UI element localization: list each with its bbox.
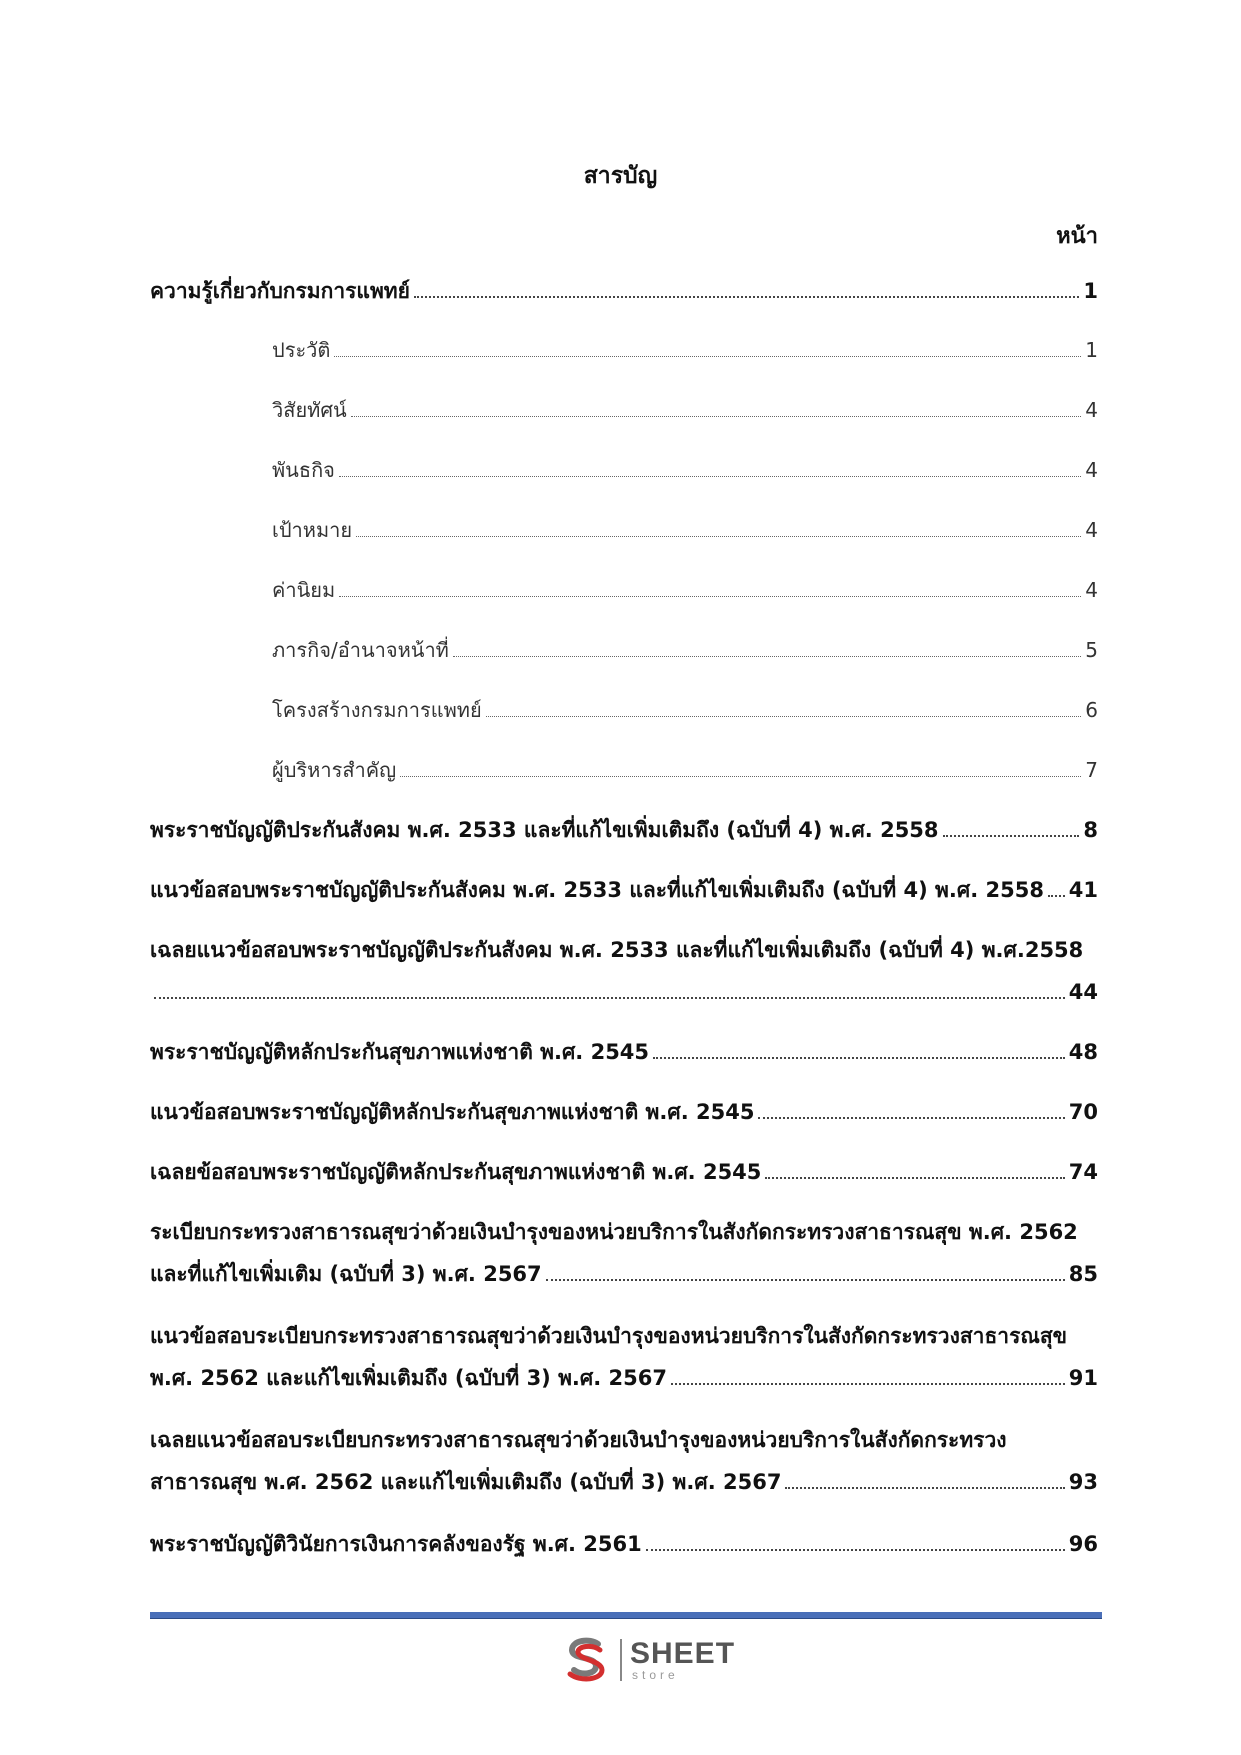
- toc-page-number: 41: [1068, 878, 1098, 902]
- toc-entry-text: แนวข้อสอบพระราชบัญญัติหลักประกันสุขภาพแห่งชาติ พ.ศ. 2545: [150, 1100, 755, 1124]
- footer-rule: [150, 1612, 1102, 1619]
- toc-page-number: 4: [1085, 398, 1098, 422]
- toc-page-number: 4: [1085, 578, 1098, 602]
- dot-leader: [765, 1177, 1064, 1179]
- toc-entry[interactable]: [150, 1364, 1098, 1392]
- dot-leader: [453, 656, 1081, 657]
- dot-leader: [339, 596, 1081, 597]
- toc-subentry[interactable]: [272, 756, 1098, 784]
- toc-entry-line1: เฉลยแนวข้อสอบพระราชบัญญัติประกันสังคม พ.ศ. 2533 และที่แก้ไขเพิ่มเติมถึง (ฉบับที่ 4) พ.ศ.2558: [150, 938, 1084, 962]
- dot-leader: [154, 997, 1065, 999]
- dot-leader: [339, 476, 1081, 477]
- brand-name: SHEET: [630, 1637, 736, 1670]
- toc-entry-text: พระราชบัญญัติหลักประกันสุขภาพแห่งชาติ พ.ศ. 2545: [150, 1040, 650, 1064]
- toc-subentry[interactable]: [272, 336, 1098, 364]
- sheet-store-logo-icon: [560, 1634, 612, 1686]
- toc-entry-line1: ระเบียบกระทรวงสาธารณสุขว่าด้วยเงินบำรุงของหน่วยบริการในสังกัดกระทรวงสาธารณสุข พ.ศ. 2562: [150, 1220, 1078, 1244]
- toc-subentry[interactable]: [272, 456, 1098, 484]
- toc-entry-text: ความรู้เกี่ยวกับกรมการแพทย์: [150, 279, 410, 303]
- toc-page-number: 1: [1083, 279, 1098, 303]
- toc-page-number: 91: [1068, 1366, 1098, 1390]
- toc-page-number: 96: [1068, 1532, 1098, 1556]
- dot-leader: [334, 356, 1081, 357]
- dot-leader: [486, 716, 1082, 717]
- dot-leader: [546, 1279, 1065, 1281]
- toc-entry[interactable]: [150, 1260, 1098, 1288]
- toc-entry[interactable]: [150, 816, 1098, 844]
- dot-leader: [400, 776, 1081, 777]
- dot-leader: [351, 416, 1082, 417]
- toc-entry-text: เฉลยข้อสอบพระราชบัญญัติหลักประกันสุขภาพแห่งชาติ พ.ศ. 2545: [150, 1160, 762, 1184]
- dot-leader: [356, 536, 1081, 537]
- toc-entry[interactable]: [150, 1468, 1098, 1496]
- toc-entry-text: ผู้บริหารสำคัญ: [272, 758, 397, 782]
- toc-page-number: 8: [1083, 818, 1098, 842]
- toc-subentry[interactable]: [272, 696, 1098, 724]
- toc-entry[interactable]: [150, 1098, 1098, 1126]
- toc-subentry[interactable]: [272, 636, 1098, 664]
- toc-entry-text: โครงสร้างกรมการแพทย์: [272, 698, 482, 722]
- toc-page-number: 93: [1068, 1470, 1098, 1494]
- toc-entry-text: ประวัติ: [272, 338, 331, 362]
- toc-entry-text: พระราชบัญญัติวินัยการเงินการคลังของรัฐ พ.ศ. 2561: [150, 1532, 642, 1556]
- toc-page-number: 48: [1068, 1040, 1098, 1064]
- toc-entry-text: แนวข้อสอบพระราชบัญญัติประกันสังคม พ.ศ. 2533 และที่แก้ไขเพิ่มเติมถึง (ฉบับที่ 4) พ.ศ. 2558: [150, 878, 1044, 902]
- toc-entry[interactable]: [150, 277, 1098, 305]
- toc-page-number: 44: [1068, 980, 1098, 1004]
- toc-entry[interactable]: [150, 1038, 1098, 1066]
- logo-wordmark: [630, 1639, 735, 1681]
- toc-page-number: 6: [1085, 698, 1098, 722]
- toc-page-number: 4: [1085, 458, 1098, 482]
- toc-entry-text: และที่แก้ไขเพิ่มเติม (ฉบับที่ 3) พ.ศ. 2567: [150, 1262, 542, 1286]
- toc-entry[interactable]: [150, 876, 1098, 904]
- toc-entry-line1: เฉลยแนวข้อสอบระเบียบกระทรวงสาธารณสุขว่าด้วยเงินบำรุงของหน่วยบริการในสังกัดกระทรวง: [150, 1428, 1007, 1452]
- brand-subtitle: store: [632, 1668, 679, 1682]
- toc-page-number: 70: [1068, 1100, 1098, 1124]
- toc-entry-text: พระราชบัญญัติประกันสังคม พ.ศ. 2533 และที่แก้ไขเพิ่มเติมถึง (ฉบับที่ 4) พ.ศ. 2558: [150, 818, 939, 842]
- toc-entry[interactable]: [150, 1530, 1098, 1558]
- logo-divider: [620, 1639, 622, 1681]
- toc-page-number: 4: [1085, 518, 1098, 542]
- toc-entry-text: ภารกิจ/อำนาจหน้าที่: [272, 638, 449, 662]
- toc-subentry[interactable]: [272, 516, 1098, 544]
- toc-page-number: 1: [1085, 338, 1098, 362]
- dot-leader: [1048, 895, 1065, 897]
- brand-logo: [560, 1634, 735, 1686]
- toc-title: สารบัญ: [583, 163, 658, 189]
- page-column-header: หน้า: [1056, 224, 1098, 249]
- toc-entry[interactable]: [150, 978, 1098, 1006]
- toc-subentry[interactable]: [272, 396, 1098, 424]
- toc-entry-text: วิสัยทัศน์: [272, 398, 347, 422]
- dot-leader: [943, 835, 1080, 837]
- toc-entry-text: เป้าหมาย: [272, 518, 353, 542]
- dot-leader: [646, 1549, 1065, 1551]
- toc-entry-text: พ.ศ. 2562 และแก้ไขเพิ่มเติมถึง (ฉบับที่ 3) พ.ศ. 2567: [150, 1366, 667, 1390]
- dot-leader: [414, 296, 1079, 298]
- toc-page-number: 74: [1068, 1160, 1098, 1184]
- toc-entry-text: ค่านิยม: [272, 578, 336, 602]
- dot-leader: [671, 1383, 1065, 1385]
- dot-leader: [785, 1487, 1064, 1489]
- toc-page-number: 5: [1085, 638, 1098, 662]
- dot-leader: [758, 1117, 1064, 1119]
- toc-subentry[interactable]: [272, 576, 1098, 604]
- toc-entry-line1: แนวข้อสอบระเบียบกระทรวงสาธารณสุขว่าด้วยเงินบำรุงของหน่วยบริการในสังกัดกระทรวงสาธารณสุข: [150, 1324, 1068, 1348]
- toc-entry-text: สาธารณสุข พ.ศ. 2562 และแก้ไขเพิ่มเติมถึง (ฉบับที่ 3) พ.ศ. 2567: [150, 1470, 782, 1494]
- toc-entry[interactable]: [150, 1158, 1098, 1186]
- toc-page-number: 7: [1085, 758, 1098, 782]
- toc-entry-text: พันธกิจ: [272, 458, 335, 482]
- toc-page-number: 85: [1068, 1262, 1098, 1286]
- dot-leader: [653, 1057, 1065, 1059]
